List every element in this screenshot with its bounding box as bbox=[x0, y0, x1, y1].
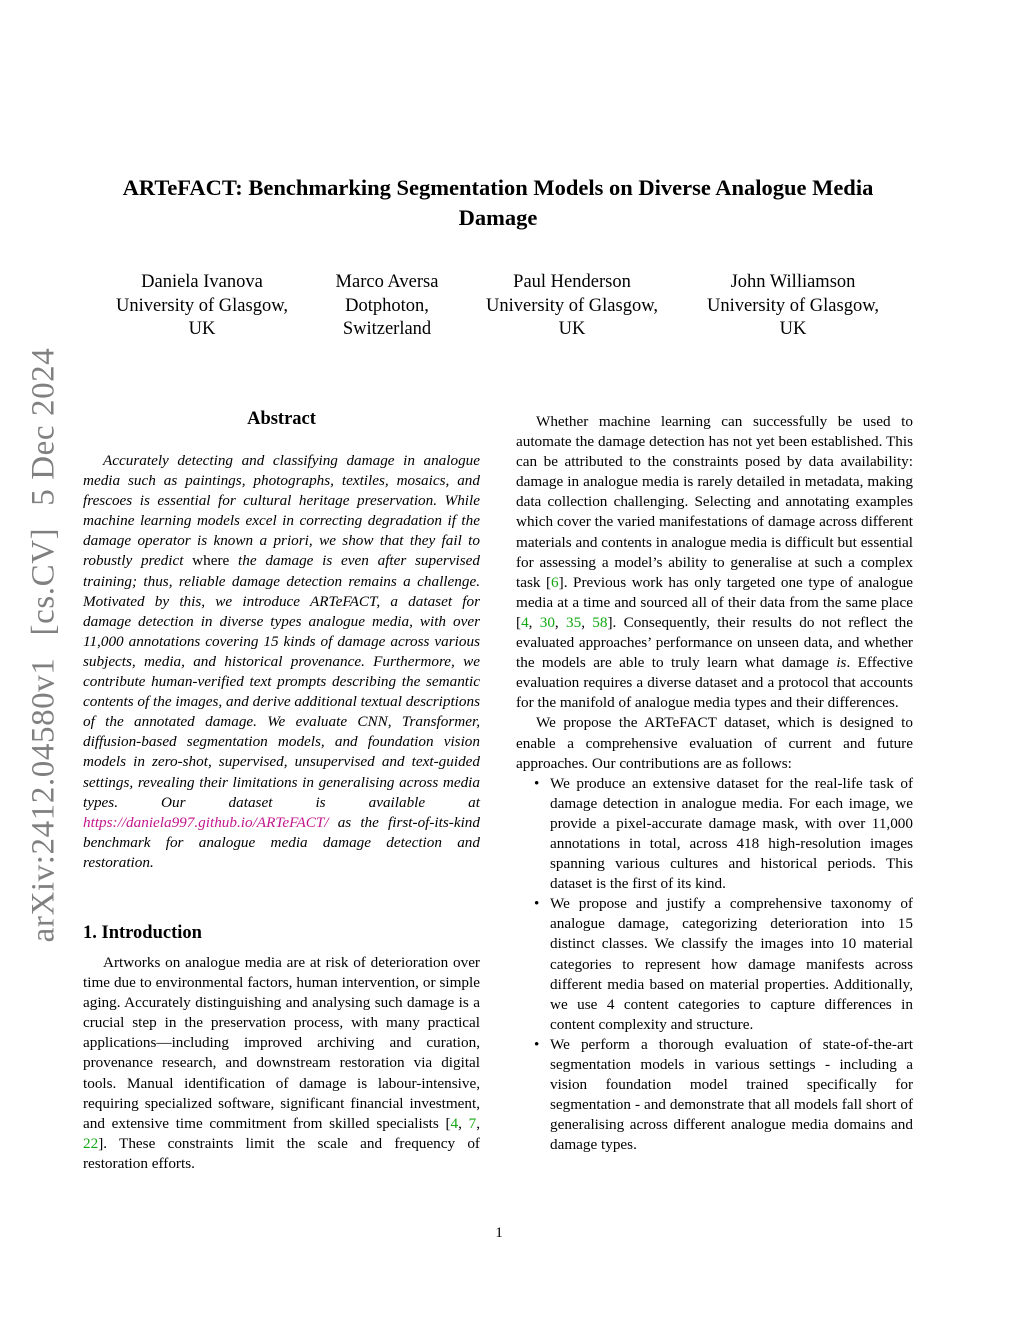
abstract-part-2: the damage is even after supervised training; thus, reliable damage detection remains a challenge. Motivated by this, we introduce ARTeFACT, a dataset for damage detection in diverse types analogue media, with over 11,000 annotations covering 15 kinds of damage across various subjects, media, and historical provenance. Furthermore, we contribute human-verified text prompts describing the semantic contents of the images, and derive additional textual descriptions of the annotated damage. We evaluate CNN, Transformer, diffusion-based segmentation models, and foundation vision models in zero-shot, supervised, unsupervised and text-guided settings, revealing their limitations in generalising across media types. Our dataset is available at bbox=[83, 552, 480, 811]
author-country: Switzerland bbox=[342, 319, 432, 339]
abstract-part-3: as the first-of-its-kind benchmark for analogue media damage detection and restoration. bbox=[83, 813, 480, 871]
introduction-paragraph-1 bbox=[83, 953, 480, 1174]
author-block bbox=[112, 271, 292, 342]
right-column bbox=[516, 412, 913, 1155]
list-item-text: We produce an extensive dataset for the real-life task of damage detection in analogue media. For each image, we provide a pixel-accurate damage mask, with over 11,000 annotations in total, across 418 high-resolution images spanning various cultures and historical periods. This dataset is the first of its kind. bbox=[550, 774, 913, 893]
citation-link[interactable]: 4 bbox=[521, 613, 529, 631]
author-block bbox=[703, 271, 883, 342]
arxiv-identifier-stamp bbox=[26, 348, 63, 943]
citation-separator: , bbox=[528, 613, 540, 631]
contributions-list bbox=[516, 774, 913, 1156]
citation-link[interactable]: 6 bbox=[551, 573, 559, 591]
author-block bbox=[320, 271, 454, 342]
author-affiliation: University of Glasgow, bbox=[486, 295, 658, 316]
list-item-text: We propose and justify a comprehensive taxonomy of analogue damage, categorizing deterioration into 15 distinct classes. We classify the images into 10 material categories to represent how damage manifests across different media based on material properties. Additionally, we use 4 content categories to capture differences in content complexity and structure. bbox=[550, 895, 913, 1033]
citation-link[interactable]: 35 bbox=[566, 613, 582, 631]
author-country: UK bbox=[558, 319, 586, 339]
author-affiliation: University of Glasgow, bbox=[707, 295, 879, 316]
list-item-text: We perform a thorough evaluation of state-of-the-art segmentation models in various settings - including a vision foundation model trained specifically for segmentation - and demonstrate that all models fall short of generalising across different analogue media domains and damage types. bbox=[550, 1035, 913, 1154]
list-item bbox=[516, 774, 913, 895]
author-name: Paul Henderson bbox=[513, 272, 631, 292]
bullet-icon: • bbox=[534, 1035, 540, 1053]
citation-separator: , bbox=[458, 1114, 469, 1132]
author-country: UK bbox=[188, 319, 216, 339]
citation-link[interactable]: 22 bbox=[83, 1134, 99, 1152]
citation-separator: , bbox=[554, 613, 566, 631]
citation-link[interactable]: 30 bbox=[539, 613, 555, 631]
paragraph-text: Whether machine learning can successfully be used to automate the damage detection has not yet been established. This can be attributed to the constraints posed by data availability: damage in analogue media is rarely detailed in metadata, making data collection challenging. Selecting and annotating examples which cover the varied manifestations of damage across different materials and contents in analogue media is difficult but essential for assessing a model’s ability to generalise at such a complex task [ bbox=[516, 413, 913, 591]
list-item bbox=[516, 894, 913, 1035]
citation-link[interactable]: 7 bbox=[468, 1114, 477, 1132]
author-block bbox=[482, 271, 662, 342]
author-affiliation: University of Glasgow, bbox=[116, 295, 288, 316]
abstract-text bbox=[83, 451, 480, 873]
introduction-paragraph-2 bbox=[516, 412, 913, 713]
author-country: UK bbox=[779, 319, 807, 339]
paper-title: ARTeFACT: Benchmarking Segmentation Models on Diverse Analogue Media Damage bbox=[122, 175, 874, 230]
paragraph-text: Artworks on analogue media are at risk of deterioration over time due to environmental factors, human intervention, or simple aging. Accurately distinguishing and analysing such damage is a crucial step in the preservation process, with many practical applications—including improved archiving and curation, provenance research, and downstream restoration via digital tools. Manual identification of damage is labour-intensive, requiring specialized software, significant financial investment, and extensive time commitment from skilled specialists [ bbox=[83, 954, 480, 1132]
bullet-icon: • bbox=[534, 895, 540, 913]
introduction-paragraph-3: We propose the ARTeFACT dataset, which is designed to enable a comprehensive evaluation of current and future approaches. Our contributions are as follows: bbox=[516, 714, 913, 772]
arxiv-date: 5 Dec 2024 bbox=[25, 347, 62, 506]
abstract-heading: Abstract bbox=[247, 409, 316, 429]
citation-separator: , bbox=[476, 1114, 481, 1132]
paragraph-text: ]. Consequently, their results do not reflect the evaluated approaches’ performance on unseen data, and whether the models are able to truly learn what damage bbox=[516, 613, 913, 672]
abstract-upright-word: where bbox=[192, 552, 230, 570]
paragraph-text: . Effective evaluation requires a diverse dataset and a protocol that accounts for the manifold of analogue media types and their differences. bbox=[516, 654, 914, 712]
dataset-link[interactable]: https://daniela997.github.io/ARTeFACT/ bbox=[83, 813, 329, 831]
arxiv-id: arXiv:2412.04580v1 bbox=[25, 657, 62, 943]
author-name: John Williamson bbox=[730, 272, 856, 292]
emphasized-word: is bbox=[836, 654, 847, 672]
bullet-icon: • bbox=[534, 774, 540, 792]
paragraph-text: ]. These constraints limit the scale and frequency of restoration efforts. bbox=[83, 1134, 480, 1172]
list-item bbox=[516, 1035, 913, 1156]
abstract-part-1: Accurately detecting and classifying damage in analogue media such as paintings, photographs, textiles, mosaics, and frescoes is essential for cultural heritage preservation. While machine learning models excel in correcting degradation if the damage operator is known a priori, we show that they fail to robustly predict bbox=[83, 452, 480, 570]
citation-link[interactable]: 4 bbox=[450, 1114, 459, 1132]
arxiv-category: [cs.CV] bbox=[25, 527, 62, 636]
citation-separator: , bbox=[581, 613, 593, 631]
page-number: 1 bbox=[495, 1224, 503, 1241]
introduction-heading: 1. Introduction bbox=[83, 923, 202, 943]
paragraph-text: ]. Previous work has only targeted one type of analogue media at a time and sourced all of their data from the same place [ bbox=[516, 573, 913, 631]
author-name: Marco Aversa bbox=[335, 272, 439, 292]
citation-link[interactable]: 58 bbox=[592, 613, 608, 631]
author-affiliation: Dotphoton, bbox=[345, 295, 429, 316]
author-name: Daniela Ivanova bbox=[141, 272, 263, 292]
